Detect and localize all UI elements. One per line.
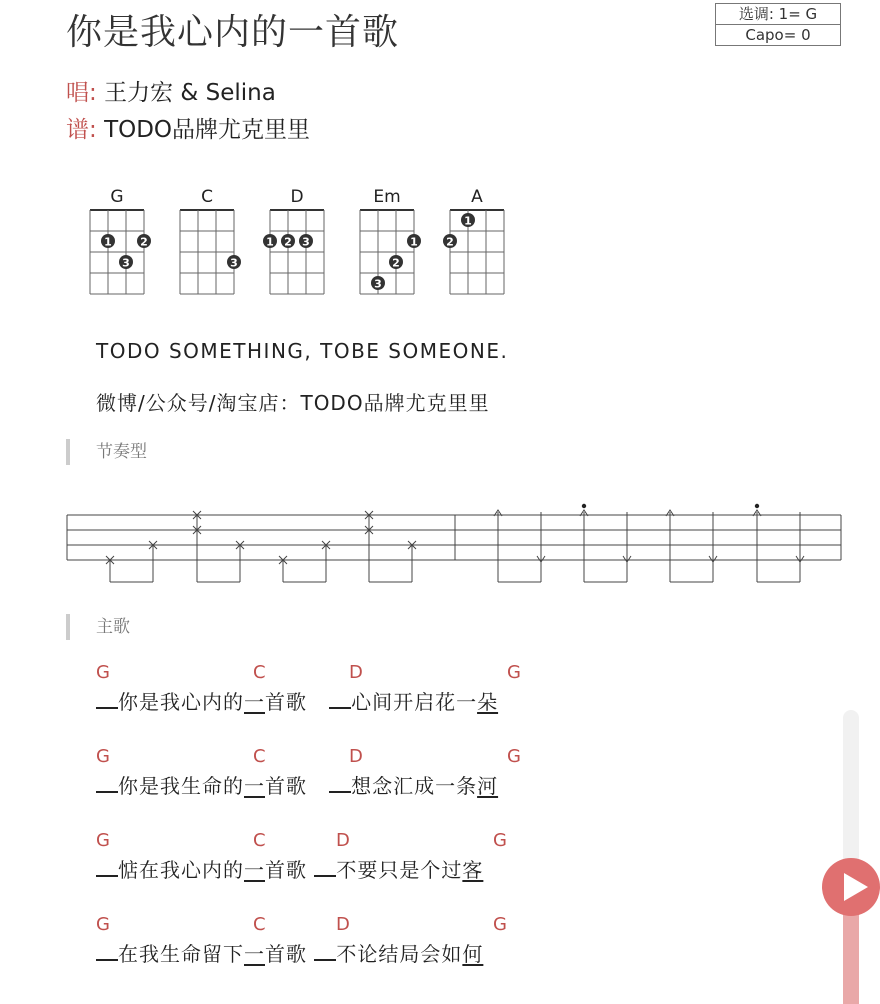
singer-line [66,74,276,107]
chord-name-a: A [471,187,483,207]
chord-diagram-c [180,187,241,294]
finger-dot [389,255,403,270]
finger-dot [299,234,313,249]
chord-name-d: D [290,187,304,207]
key-selector[interactable]: 选调: 1= G [738,5,818,23]
chord-diagram-a [443,187,504,294]
chord-label[interactable]: D [336,914,350,935]
chord-label[interactable]: G [96,914,110,935]
finger-dot [281,234,295,249]
finger-dot [119,255,133,270]
chord-label[interactable]: C [253,662,266,683]
chord-label[interactable]: G [493,830,507,851]
section-header-rhythm: 节奏型 [66,439,147,465]
capo-selector[interactable]: Capo= 0 [716,24,840,45]
chord-label[interactable]: C [253,914,266,935]
finger-dot [227,255,241,270]
chord-label[interactable]: C [253,746,266,767]
chord-label[interactable]: G [507,746,521,767]
song-title: 你是我心内的一首歌 [66,12,400,53]
chord-diagram-d [263,187,324,294]
arranger-label: 谱: [66,117,105,143]
chord-label[interactable]: D [336,830,350,851]
chord-diagram-em [360,187,421,294]
svg-text:1: 1 [464,214,472,228]
chord-name-c: C [201,187,213,207]
play-button[interactable] [822,858,880,916]
rhythm-pattern [0,500,880,590]
svg-text:2: 2 [140,235,148,249]
finger-dot [407,234,421,249]
chord-diagrams [0,180,880,310]
svg-text:2: 2 [392,256,400,270]
chord-label[interactable]: G [96,662,110,683]
lyric-text: 惦在我心内的一首歌 不要只是个过客 [96,854,483,883]
svg-text:1: 1 [410,235,418,249]
svg-text:2: 2 [284,235,292,249]
finger-dot [371,276,385,291]
finger-dot [263,234,277,249]
key-capo-box[interactable] [715,3,841,46]
lyric-text: 你是我心内的一首歌 心间开启花一朵 [96,686,498,715]
social-info: 微博/公众号/淘宝店：TODO品牌尤克里里 [96,391,490,415]
chord-diagram-g [90,187,151,294]
finger-dot [101,234,115,249]
svg-text:2: 2 [446,235,454,249]
arranger-name: TODO品牌尤克里里 [104,117,311,143]
svg-text:3: 3 [374,277,382,291]
svg-text:3: 3 [122,256,130,270]
section-header-verse: 主歌 [66,614,130,640]
lyric-text: 你是我生命的一首歌 想念汇成一条河 [96,770,498,799]
chord-label[interactable]: D [349,662,363,683]
arranger-line [66,111,310,144]
finger-dot [461,213,475,228]
finger-dot [443,234,457,249]
finger-dot [137,234,151,249]
slogan: TODO SOMETHING, TOBE SOMEONE. [96,339,509,363]
chord-name-em: Em [373,187,401,207]
singer-label: 唱: [66,80,105,106]
chord-label[interactable]: G [96,746,110,767]
chord-label[interactable]: G [493,914,507,935]
svg-text:3: 3 [230,256,238,270]
chord-label[interactable]: G [96,830,110,851]
svg-text:3: 3 [302,235,310,249]
chord-label[interactable]: G [507,662,521,683]
svg-text:1: 1 [266,235,274,249]
lyric-text: 在我生命留下一首歌 不论结局会如何 [96,938,483,967]
chord-label[interactable]: D [349,746,363,767]
singer-name: 王力宏 & Selina [104,80,276,106]
svg-text:1: 1 [104,235,112,249]
chord-label[interactable]: C [253,830,266,851]
chord-name-g: G [110,187,124,207]
